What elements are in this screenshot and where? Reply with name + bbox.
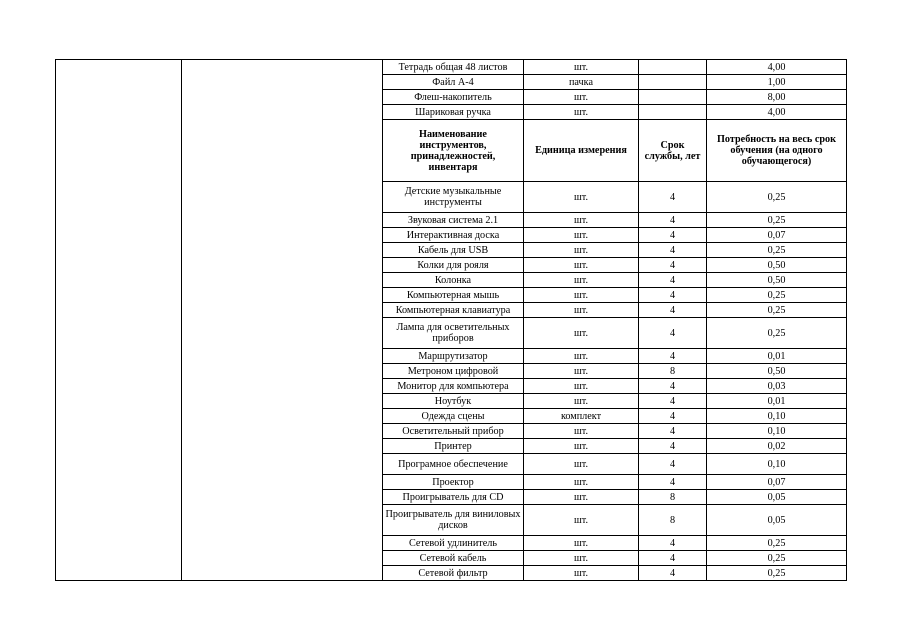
qty-cell: 0,25: [707, 566, 847, 581]
blank-cell-1: [56, 60, 182, 581]
life-cell: 4: [639, 349, 707, 364]
unit-cell: шт.: [524, 273, 639, 288]
unit-cell: шт.: [524, 475, 639, 490]
life-cell: 4: [639, 258, 707, 273]
qty-cell: 0,25: [707, 551, 847, 566]
name-cell: Кабель для USB: [383, 243, 524, 258]
name-cell: Монитор для компьютера: [383, 379, 524, 394]
unit-cell: шт.: [524, 364, 639, 379]
life-cell: 8: [639, 505, 707, 536]
life-cell: 4: [639, 379, 707, 394]
unit-cell: шт.: [524, 454, 639, 475]
qty-cell: Потребность на весь срок обучения (на одного обучающегося): [707, 120, 847, 182]
name-cell: Флеш-накопитель: [383, 90, 524, 105]
name-cell: Детские музыкальные инструменты: [383, 182, 524, 213]
name-cell: Звуковая система 2.1: [383, 213, 524, 228]
unit-cell: Единица измерения: [524, 120, 639, 182]
qty-cell: 0,01: [707, 394, 847, 409]
qty-cell: 0,02: [707, 439, 847, 454]
name-cell: Наименование инструментов, принадлежностей, инвентаря: [383, 120, 524, 182]
table-row: [56, 60, 847, 75]
name-cell: Осветительный прибор: [383, 424, 524, 439]
life-cell: [639, 75, 707, 90]
name-cell: Проигрыватель для виниловых дисков: [383, 505, 524, 536]
unit-cell: шт.: [524, 228, 639, 243]
life-cell: 4: [639, 243, 707, 258]
life-cell: 4: [639, 318, 707, 349]
qty-cell: 0,25: [707, 536, 847, 551]
qty-cell: 0,10: [707, 454, 847, 475]
qty-cell: 0,07: [707, 475, 847, 490]
qty-cell: 0,25: [707, 318, 847, 349]
qty-cell: 0,10: [707, 409, 847, 424]
qty-cell: 0,50: [707, 258, 847, 273]
name-cell: Файл А-4: [383, 75, 524, 90]
name-cell: Колонка: [383, 273, 524, 288]
life-cell: 4: [639, 439, 707, 454]
name-cell: Маршрутизатор: [383, 349, 524, 364]
name-cell: Тетрадь общая 48 листов: [383, 60, 524, 75]
unit-cell: шт.: [524, 60, 639, 75]
qty-cell: 1,00: [707, 75, 847, 90]
life-cell: 4: [639, 475, 707, 490]
qty-cell: 0,25: [707, 213, 847, 228]
unit-cell: шт.: [524, 318, 639, 349]
qty-cell: 8,00: [707, 90, 847, 105]
qty-cell: 4,00: [707, 60, 847, 75]
unit-cell: шт.: [524, 566, 639, 581]
life-cell: 4: [639, 228, 707, 243]
life-cell: 4: [639, 566, 707, 581]
unit-cell: шт.: [524, 439, 639, 454]
unit-cell: шт.: [524, 105, 639, 120]
unit-cell: шт.: [524, 288, 639, 303]
qty-cell: 0,05: [707, 490, 847, 505]
name-cell: Одежда сцены: [383, 409, 524, 424]
name-cell: Интерактивная доска: [383, 228, 524, 243]
name-cell: Компьютерная клавиатура: [383, 303, 524, 318]
qty-cell: 0,50: [707, 273, 847, 288]
unit-cell: шт.: [524, 490, 639, 505]
life-cell: 4: [639, 454, 707, 475]
unit-cell: комплект: [524, 409, 639, 424]
life-cell: 4: [639, 551, 707, 566]
unit-cell: шт.: [524, 303, 639, 318]
life-cell: 4: [639, 424, 707, 439]
qty-cell: 0,50: [707, 364, 847, 379]
life-cell: [639, 105, 707, 120]
name-cell: Колки для рояля: [383, 258, 524, 273]
name-cell: Сетевой кабель: [383, 551, 524, 566]
life-cell: [639, 60, 707, 75]
unit-cell: шт.: [524, 213, 639, 228]
name-cell: Шариковая ручка: [383, 105, 524, 120]
name-cell: Принтер: [383, 439, 524, 454]
name-cell: Проектор: [383, 475, 524, 490]
qty-cell: 0,07: [707, 228, 847, 243]
life-cell: 8: [639, 490, 707, 505]
life-cell: 4: [639, 303, 707, 318]
unit-cell: шт.: [524, 349, 639, 364]
equipment-table: [55, 59, 847, 581]
name-cell: Лампа для осветительных приборов: [383, 318, 524, 349]
unit-cell: пачка: [524, 75, 639, 90]
name-cell: Сетевой удлинитель: [383, 536, 524, 551]
qty-cell: 0,01: [707, 349, 847, 364]
qty-cell: 0,25: [707, 288, 847, 303]
qty-cell: 0,05: [707, 505, 847, 536]
unit-cell: шт.: [524, 536, 639, 551]
name-cell: Ноутбук: [383, 394, 524, 409]
name-cell: Програмное обеспечение: [383, 454, 524, 475]
unit-cell: шт.: [524, 90, 639, 105]
life-cell: 4: [639, 213, 707, 228]
qty-cell: 0,25: [707, 182, 847, 213]
name-cell: Проигрыватель для CD: [383, 490, 524, 505]
qty-cell: 0,10: [707, 424, 847, 439]
unit-cell: шт.: [524, 258, 639, 273]
unit-cell: шт.: [524, 394, 639, 409]
qty-cell: 0,25: [707, 243, 847, 258]
unit-cell: шт.: [524, 379, 639, 394]
qty-cell: 0,03: [707, 379, 847, 394]
name-cell: Компьютерная мышь: [383, 288, 524, 303]
qty-cell: 0,25: [707, 303, 847, 318]
unit-cell: шт.: [524, 243, 639, 258]
life-cell: 8: [639, 364, 707, 379]
life-cell: 4: [639, 409, 707, 424]
life-cell: 4: [639, 288, 707, 303]
life-cell: 4: [639, 536, 707, 551]
life-cell: 4: [639, 273, 707, 288]
life-cell: 4: [639, 394, 707, 409]
name-cell: Метроном цифровой: [383, 364, 524, 379]
life-cell: Срок службы, лет: [639, 120, 707, 182]
blank-cell-2: [182, 60, 383, 581]
unit-cell: шт.: [524, 424, 639, 439]
qty-cell: 4,00: [707, 105, 847, 120]
life-cell: [639, 90, 707, 105]
unit-cell: шт.: [524, 182, 639, 213]
life-cell: 4: [639, 182, 707, 213]
name-cell: Сетевой фильтр: [383, 566, 524, 581]
unit-cell: шт.: [524, 505, 639, 536]
unit-cell: шт.: [524, 551, 639, 566]
